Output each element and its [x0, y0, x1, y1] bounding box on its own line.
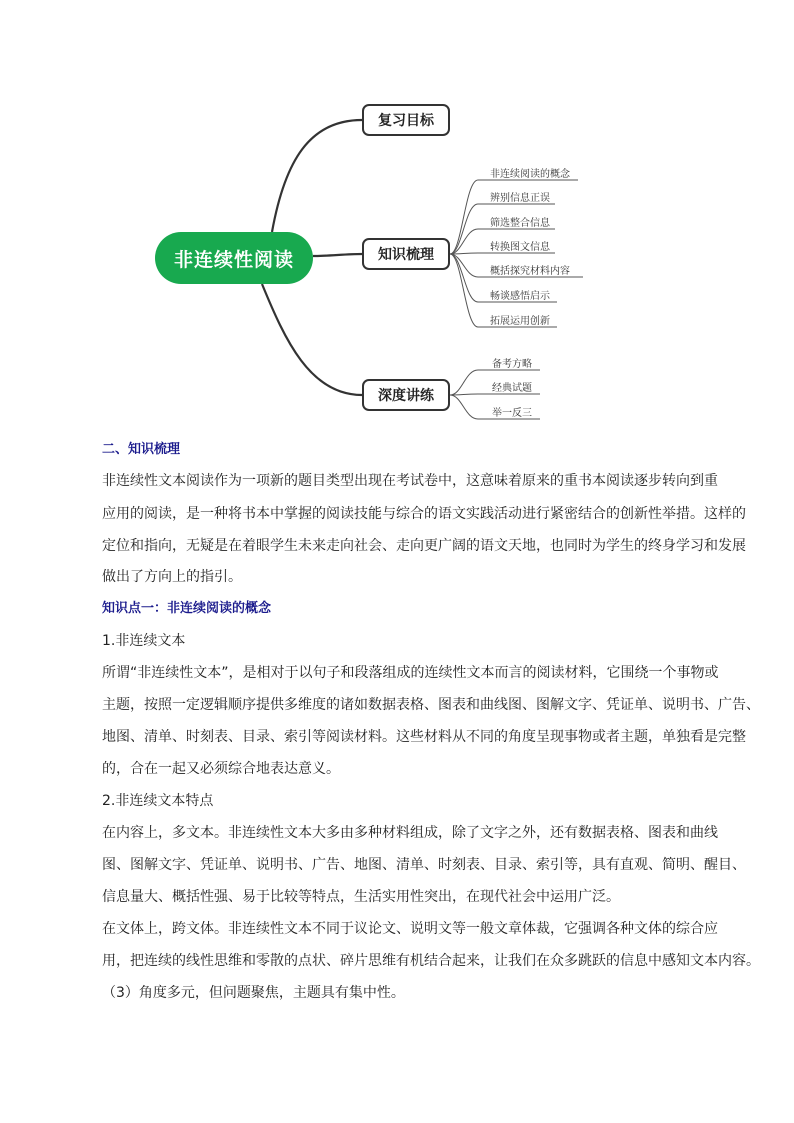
leaf-exam-strategy: 备考方略 — [492, 359, 532, 370]
leaf-classic-questions: 经典试题 — [492, 383, 532, 394]
leaf-summarize-explore: 概括探究材料内容 — [490, 266, 570, 277]
leaf-judge-info: 辨别信息正误 — [490, 193, 550, 204]
leaf-filter-integrate: 筛选整合信息 — [490, 218, 550, 229]
branch-knowledge-review: 知识梳理 — [362, 238, 450, 270]
sub1-line: 地图、清单、时刻表、目录、索引等阅读材料。这些材料从不同的角度呈现事物或者主题，单独看是完整 — [102, 729, 746, 745]
sub1-title: 1.非连续文本 — [102, 633, 186, 649]
mind-map-connectors — [0, 0, 794, 440]
intro-line: 应用的阅读，是一种将书本中掌握的阅读技能与综合的语文实践活动进行紧密结合的创新性举措。这样的 — [102, 506, 746, 522]
connector-root-to-practice — [262, 284, 362, 395]
sub1-line: 主题，按照一定逻辑顺序提供多维度的诸如数据表格、图表和曲线图、图解文字、凭证单、说明书、广告、 — [102, 697, 760, 713]
sub2-para1-line: 图、图解文字、凭证单、说明书、广告、地图、清单、时刻表、目录、索引等，具有直观、简明、醒目、 — [102, 857, 746, 873]
sub2-para2-line: 用，把连续的线性思维和零散的点状、碎片思维有机结合起来，让我们在众多跳跃的信息中感知文本内容。 — [102, 953, 760, 969]
sub2-para1-line: 信息量大、概括性强、易于比较等特点，生活实用性突出，在现代社会中运用广泛。 — [102, 889, 620, 905]
mind-map-root: 非连续性阅读 — [155, 232, 313, 284]
sub1-line: 的，合在一起又必须综合地表达意义。 — [102, 761, 340, 777]
branch-review-goals: 复习目标 — [362, 104, 450, 136]
leaf-infer-more: 举一反三 — [492, 408, 532, 419]
sub2-title: 2.非连续文本特点 — [102, 793, 214, 809]
branch-in-depth-practice: 深度讲练 — [362, 379, 450, 411]
leaf-extend-innovate: 拓展运用创新 — [490, 316, 550, 327]
sub1-line: 所谓“非连续性文本”，是相对于以句子和段落组成的连续性文本而言的阅读材料，它围绕一个事物或 — [102, 665, 719, 681]
point1-heading: 知识点一：非连续阅读的概念 — [102, 601, 272, 616]
leaf-concept: 非连续阅读的概念 — [490, 169, 570, 180]
section-heading: 二、知识梳理 — [102, 442, 181, 457]
connector-root-to-review — [272, 120, 362, 232]
leaf-insights: 畅谈感悟启示 — [490, 291, 550, 302]
leaf-convert-graphics: 转换图文信息 — [490, 242, 550, 253]
mind-map — [0, 0, 794, 440]
sub2-item3: （3）角度多元，但问题聚焦，主题具有集中性。 — [102, 985, 405, 1001]
connector-root-to-knowledge — [313, 254, 362, 256]
intro-line: 做出了方向上的指引。 — [102, 569, 242, 585]
intro-line: 非连续性文本阅读作为一项新的题目类型出现在考试卷中，这意味着原来的重书本阅读逐步转向到重 — [102, 473, 718, 489]
sub2-para2-line: 在文体上，跨文体。非连续性文本不同于议论文、说明文等一般文章体裁，它强调各种文体的综合应 — [102, 921, 718, 937]
sub2-para1-line: 在内容上，多文本。非连续性文本大多由多种材料组成，除了文字之外，还有数据表格、图表和曲线 — [102, 825, 718, 841]
intro-line: 定位和指向，无疑是在着眼学生未来走向社会、走向更广阔的语文天地，也同时为学生的终身学习和发展 — [102, 538, 746, 554]
